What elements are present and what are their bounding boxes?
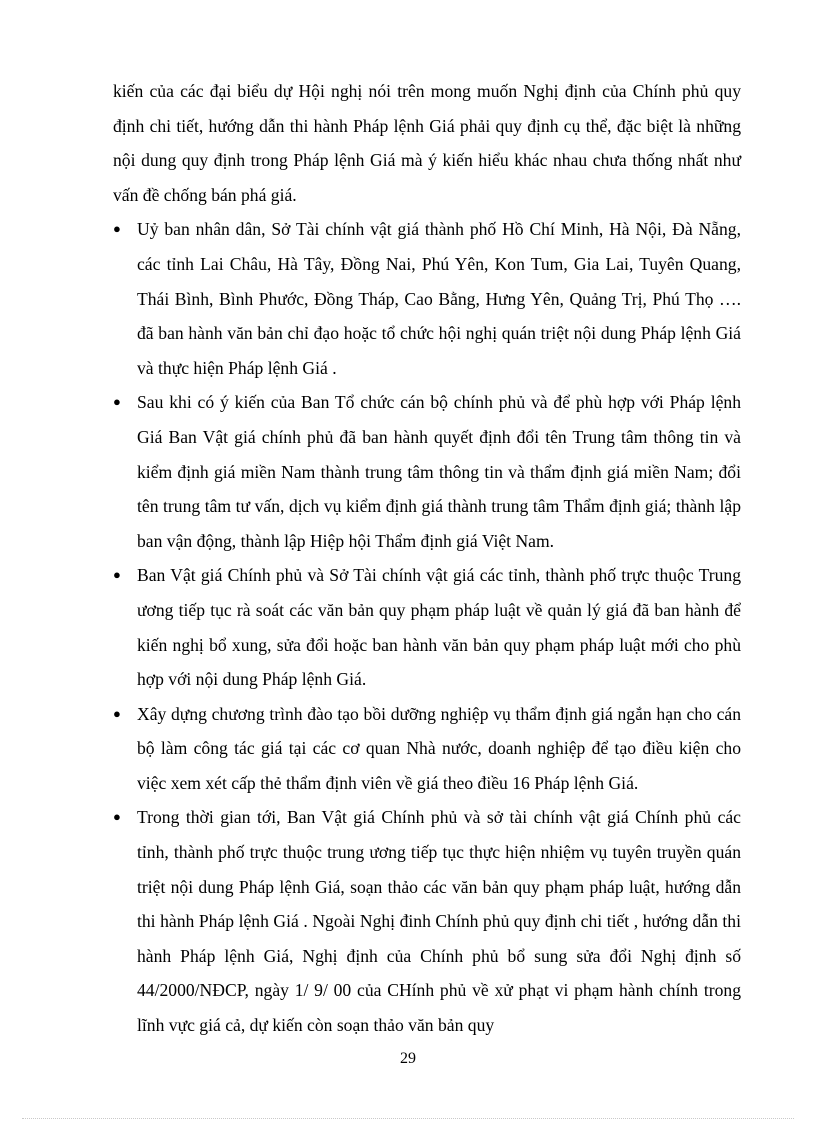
- list-item-text: Trong thời gian tới, Ban Vật giá Chính phủ và sở tài chính vật giá Chính phủ các tỉnh, thành phố trực thuộc trung ương tiếp tục thực hiện nhiệm vụ tuyên truyền quán triệt nội dung Pháp lệnh Giá, soạn thảo các văn bản quy phạm pháp luật, hướng dẫn thi hành Pháp lệnh Giá . Ngoài Nghị đinh Chính phủ quy định chi tiết , hướng dẫn thi hành Pháp lệnh Giá, Nghị định của Chính phủ bổ sung sửa đổi Nghị định số 44/2000/NĐCP, ngày 1/ 9/ 00 của CHính phủ về xử phạt vi phạm hành chính trong lĩnh vực giá cả, dự kiến còn soạn thảo văn bản quy: [137, 807, 741, 1036]
- list-item: [113, 800, 741, 1042]
- list-item: [113, 212, 741, 385]
- bullet-icon: ●: [113, 705, 121, 721]
- body-text: [113, 74, 741, 1043]
- list-item-text: Ban Vật giá Chính phủ và Sở Tài chính vật giá các tỉnh, thành phố trực thuộc Trung ương tiếp tục rà soát các văn bản quy phạm pháp luật về quản lý giá đã ban hành để kiến nghị bổ xung, sửa đổi hoặc ban hành văn bản quy phạm pháp luật mới cho phù hợp với nội dung Pháp lệnh Giá.: [137, 565, 741, 690]
- list-item: [113, 558, 741, 696]
- bullet-icon: ●: [113, 809, 121, 825]
- list-item-text: Xây dựng chương trình đào tạo bồi dưỡng nghiệp vụ thẩm định giá ngắn hạn cho cán bộ làm công tác giá tại các cơ quan Nhà nước, doanh nghiệp để tạo điều kiện cho việc xem xét cấp thẻ thẩm định viên về giá theo điều 16 Pháp lệnh Giá.: [137, 703, 741, 793]
- list-item: [113, 697, 741, 801]
- bullet-icon: ●: [113, 567, 121, 583]
- bullet-icon: ●: [113, 394, 121, 410]
- page-number: 29: [400, 1050, 416, 1067]
- bullet-list: [113, 212, 741, 1042]
- bullet-icon: ●: [113, 221, 121, 237]
- list-item-text: Sau khi có ý kiến của Ban Tổ chức cán bộ chính phủ và để phù hợp với Pháp lệnh Giá Ban Vật giá chính phủ đã ban hành quyết định đổi tên Trung tâm thông tin và kiểm định giá miền Nam thành trung tâm thông tin và thẩm định giá miền Nam; đổi tên trung tâm tư vấn, dịch vụ kiểm định giá thành trung tâm Thẩm định giá; thành lập ban vận động, thành lập Hiệp hội Thẩm định giá Việt Nam.: [137, 392, 741, 551]
- list-item: [113, 385, 741, 558]
- list-item-text: Uỷ ban nhân dân, Sở Tài chính vật giá thành phố Hồ Chí Minh, Hà Nội, Đà Nẵng, các tỉnh Lai Châu, Hà Tây, Đồng Nai, Phú Yên, Kon Tum, Gia Lai, Tuyên Quang, Thái Bình, Bình Phước, Đồng Tháp, Cao Bằng, Hưng Yên, Quảng Trị, Phú Thọ …. đã ban hành văn bản chỉ đạo hoặc tổ chức hội nghị quán triệt nội dung Pháp lệnh Giá và thực hiện Pháp lệnh Giá .: [137, 219, 741, 378]
- intro-paragraph: kiến của các đại biểu dự Hội nghị nói trên mong muốn Nghị định của Chính phủ quy định chi tiết, hướng dẫn thi hành Pháp lệnh Giá phải quy định cụ thể, đặc biệt là những nội dung quy định trong Pháp lệnh Giá mà ý kiến hiểu khác nhau chưa thống nhất như vấn đề chống bán phá giá.: [113, 81, 741, 205]
- page-bottom-divider: [22, 1118, 794, 1119]
